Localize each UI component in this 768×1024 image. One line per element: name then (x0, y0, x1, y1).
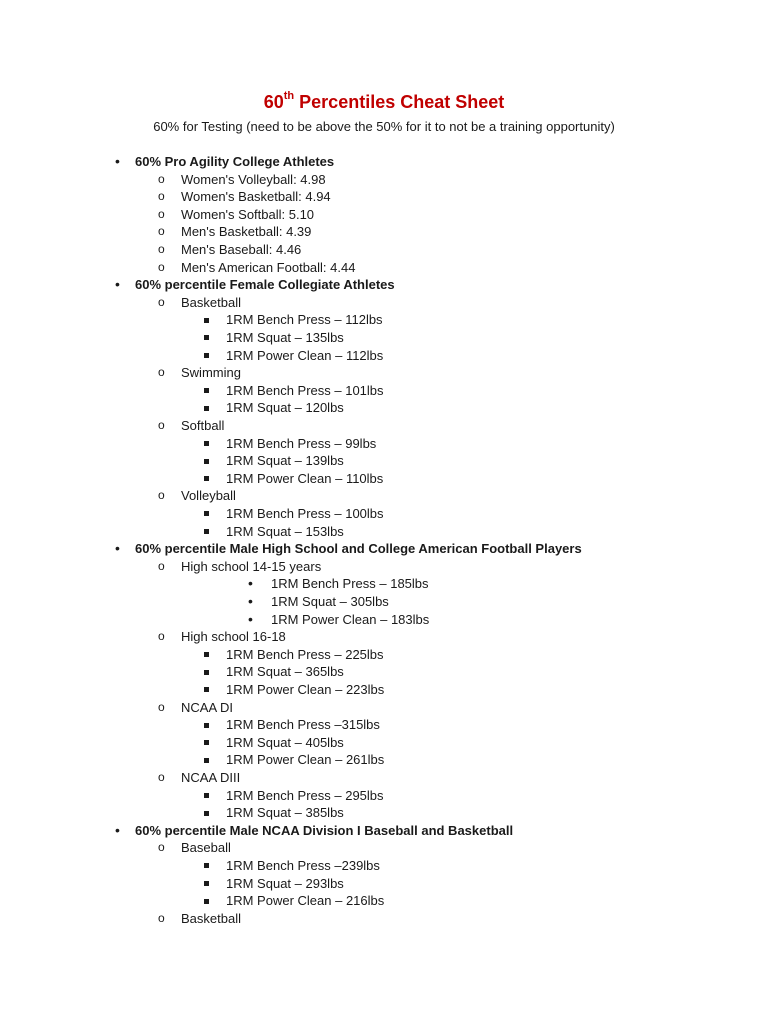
circle-bullet-icon: o (158, 770, 165, 784)
circle-bullet-icon: o (158, 418, 165, 432)
list-item: Women's Softball: 5.10 (181, 206, 315, 222)
list-item: 1RM Power Clean – 183lbs (271, 611, 430, 627)
list-item: 1RM Bench Press – 99lbs (226, 435, 377, 451)
list-item: 1RM Bench Press – 225lbs (226, 646, 384, 662)
circle-bullet-icon: o (158, 629, 165, 644)
list-item: 1RM Squat – 139lbs (226, 453, 344, 469)
bullet-icon: • (115, 276, 120, 293)
section-heading: 60% percentile Male High School and College American Football Players (135, 541, 582, 557)
list-item: 1RM Squat – 135lbs (226, 330, 344, 345)
square-bullet-icon (204, 399, 209, 416)
circle-bullet-icon: o (158, 294, 165, 309)
list-item: 1RM Bench Press – 112lbs (226, 312, 383, 328)
group-label: High school 16-18 (181, 629, 286, 645)
list-item: 1RM Power Clean – 216lbs (226, 893, 385, 909)
circle-bullet-icon: o (158, 488, 165, 503)
bullet-icon: • (115, 540, 120, 557)
group-label: Baseball (181, 840, 231, 856)
list-item: Women's Basketball: 4.94 (181, 189, 331, 205)
list-item: 1RM Bench Press –239lbs (226, 858, 380, 873)
list-item: 1RM Squat – 385lbs (226, 805, 344, 821)
list-item: 1RM Squat – 405lbs (226, 734, 344, 750)
list-item: 1RM Squat – 305lbs (271, 594, 389, 609)
square-bullet-icon (204, 382, 209, 399)
square-bullet-icon (204, 646, 209, 663)
square-bullet-icon (204, 734, 209, 751)
circle-bullet-icon: o (158, 171, 165, 186)
square-bullet-icon (204, 435, 209, 452)
list-item: 1RM Bench Press – 100lbs (226, 506, 384, 521)
list-item: 1RM Bench Press – 101lbs (226, 382, 384, 398)
section-heading: 60% Pro Agility College Athletes (135, 154, 335, 169)
group-label: NCAA DIII (181, 770, 241, 785)
square-bullet-icon (204, 311, 209, 328)
list-item: Women's Volleyball: 4.98 (181, 171, 326, 187)
square-bullet-icon (204, 329, 209, 346)
list-item: 1RM Power Clean – 110lbs (226, 470, 384, 486)
square-bullet-icon (204, 787, 209, 804)
group-label: Basketball (181, 294, 241, 310)
section-heading: 60% percentile Male NCAA Division I Baseball and Basketball (135, 822, 514, 838)
page-subtitle: 60% for Testing (need to be above the 50% for it to not be a training opportunity) (153, 119, 615, 134)
circle-bullet-icon: o (158, 206, 165, 221)
list-item: 1RM Bench Press – 185lbs (271, 576, 429, 592)
square-bullet-icon (204, 663, 209, 680)
list-item: Men's Baseball: 4.46 (181, 242, 302, 257)
list-item: 1RM Squat – 293lbs (226, 875, 344, 891)
circle-bullet-icon: o (158, 259, 165, 274)
list-item: 1RM Bench Press –315lbs (226, 717, 380, 733)
title-superscript: th (283, 90, 295, 102)
bullet-icon: • (115, 153, 120, 169)
list-item: 1RM Squat – 153lbs (226, 523, 344, 539)
circle-bullet-icon: o (158, 910, 165, 925)
bullet-icon: • (248, 593, 253, 609)
circle-bullet-icon: o (158, 558, 165, 573)
title-number: 60 (263, 92, 284, 112)
list-item: 1RM Power Clean – 112lbs (226, 347, 384, 363)
bullet-icon: • (248, 575, 253, 592)
list-item: 1RM Squat – 365lbs (226, 664, 344, 680)
list-item: Men's American Football: 4.44 (181, 259, 356, 275)
square-bullet-icon (204, 857, 209, 874)
square-bullet-icon (204, 716, 209, 733)
square-bullet-icon (204, 347, 209, 364)
section-heading: 60% percentile Female Collegiate Athletes (135, 277, 395, 293)
list-item: 1RM Power Clean – 261lbs (226, 752, 385, 768)
group-label: Swimming (181, 365, 241, 381)
circle-bullet-icon: o (158, 365, 165, 380)
group-label: Basketball (181, 910, 241, 926)
circle-bullet-icon: o (158, 224, 165, 239)
page-title (0, 92, 768, 113)
square-bullet-icon (204, 892, 209, 909)
group-label: Volleyball (181, 488, 236, 504)
group-label: Softball (181, 418, 225, 433)
circle-bullet-icon: o (158, 699, 165, 714)
group-label: NCAA DI (181, 699, 234, 715)
square-bullet-icon (204, 875, 209, 892)
list-item: 1RM Squat – 120lbs (226, 400, 344, 416)
square-bullet-icon (204, 681, 209, 698)
list-item: Men's Basketball: 4.39 (181, 224, 312, 240)
square-bullet-icon (204, 523, 209, 540)
square-bullet-icon (204, 452, 209, 469)
square-bullet-icon (204, 751, 209, 768)
bullet-icon: • (248, 610, 253, 627)
square-bullet-icon (204, 804, 209, 821)
square-bullet-icon (204, 470, 209, 487)
bullet-icon: • (115, 821, 120, 838)
group-label: High school 14-15 years (181, 558, 322, 574)
square-bullet-icon (204, 505, 209, 522)
circle-bullet-icon: o (158, 242, 165, 256)
circle-bullet-icon: o (158, 189, 165, 204)
list-item: 1RM Bench Press – 295lbs (226, 787, 384, 803)
title-text: Percentiles Cheat Sheet (294, 92, 505, 112)
list-item: 1RM Power Clean – 223lbs (226, 682, 385, 697)
circle-bullet-icon: o (158, 840, 165, 855)
